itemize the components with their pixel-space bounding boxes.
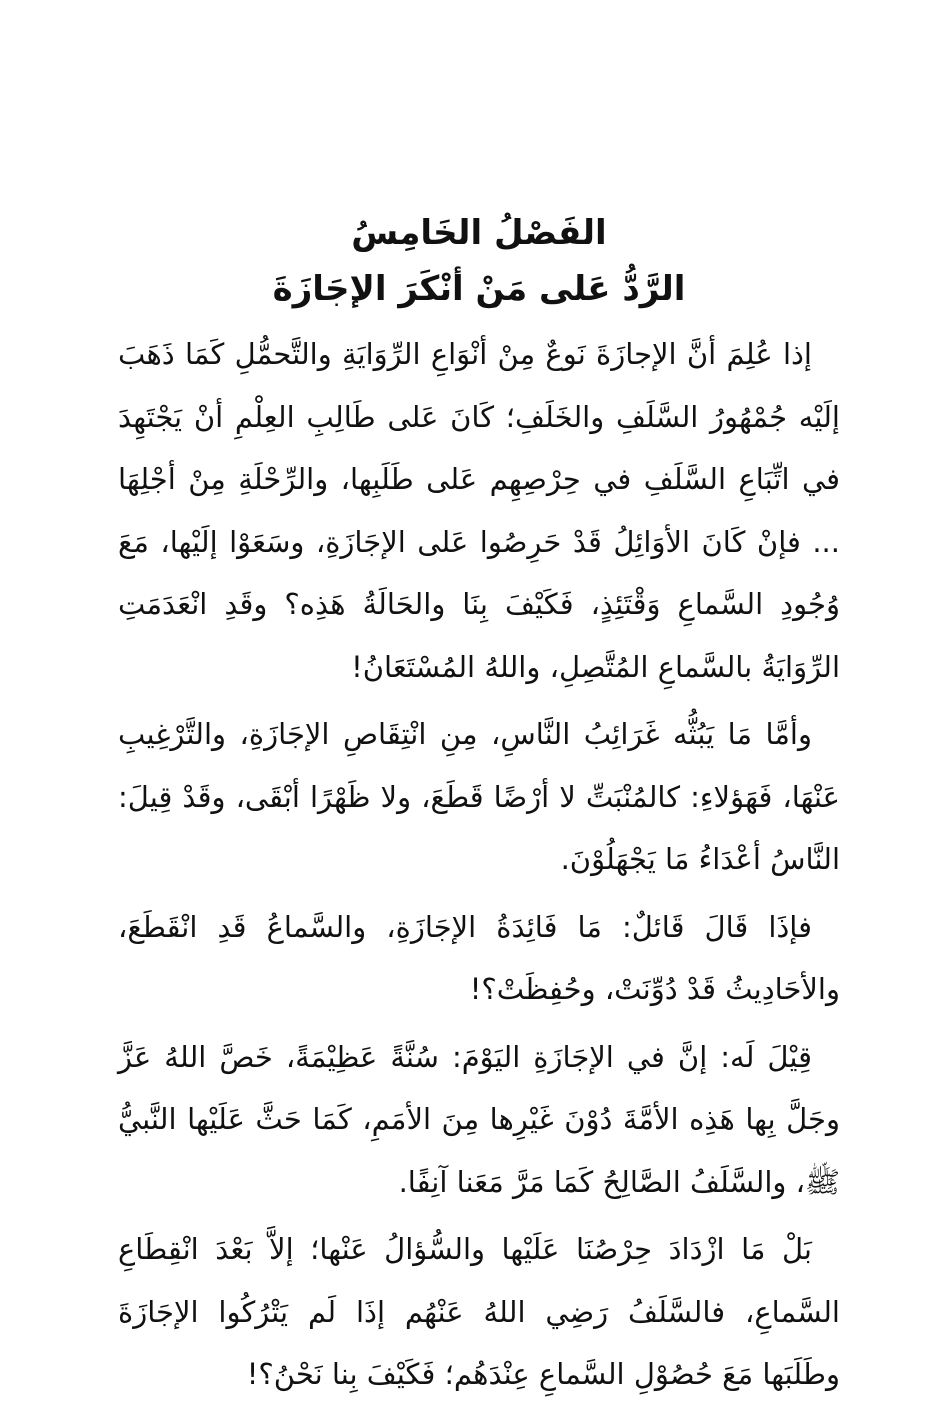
chapter-title: الرَّدُّ عَلى مَنْ أنْكَرَ الإجَازَةَ [272,269,686,309]
paragraph-2: وأمَّا مَا يَبُثُّه غَرَائِبُ النَّاسِ، مِنِ انْتِقَاصِ الإجَازَةِ، والتَّرْغِيبِ عَنْهَا، فَهَؤلاءِ: كالمُنْبَتِّ لا أرْضًا قَطَعَ، ولا ظَهْرًا أبْقَى، وقَدْ قِيلَ: النَّاسُ أعْدَاءُ مَا يَجْهَلُوْنَ. [118,717,840,876]
paragraph-5: بَلْ مَا ازْدَادَ حِرْصُنَا عَلَيْها والسُّؤالُ عَنْها؛ إلاَّ بَعْدَ انْقِطَاعِ السَّماعِ، فالسَّلَفُ رَضِي اللهُ عَنْهُم إذَا لَم يَتْرُكُوا الإجَازَةَ وطَلَبَها مَعَ حُصُوْلِ السَّماعِ عِنْدَهُم؛ فَكَيْفَ بِنا نَحْنُ؟! [118,1232,840,1391]
chapter-heading: الفَصْلُ الخَامِسُ [351,213,607,253]
paragraph-4: قِيْلَ لَه: إنَّ في الإجَازَةِ اليَوْمَ: سُنَّةً عَظِيْمَةً، خَصَّ اللهُ عَزَّ وجَلَّ بِها هَذِه الأمَّةَ دُوْنَ غَيْرِها مِنَ الأمَمِ، كَمَا حَثَّ عَلَيْها النَّبيُّ ﷺ، والسَّلَفُ الصَّالِحُ كَمَا مَرَّ مَعَنا آنِفًا. [118,1039,840,1199]
paragraph-1: إذا عُلِمَ أنَّ الإجازَةَ نَوعٌ مِنْ أنْوَاعِ الرِّوَايَةِ والتَّحمُّلِ كَمَا ذَهَبَ إلَيْه جُمْهُورُ السَّلَفِ والخَلَفِ؛ كَانَ عَلى طَالِبِ العِلْمِ أنْ يَجْتَهِدَ في اتِّبَاعِ السَّلَفِ في حِرْصِهِم عَلى طَلَبِها، والرِّحْلَةِ مِنْ أجْلِهَا ... فإنْ كَانَ الأوَائِلُ قَدْ حَرِصُوا عَلى الإجَازَةِ، وسَعَوْا إلَيْها، مَعَ وُجُودِ السَّماعِ وَقْتَئِذٍ، فَكَيْفَ بِنَا والحَالَةُ هَذِه؟ وقَدِ انْعَدَمَتِ الرِّوَايَةُ بالسَّماعِ المُتَّصِلِ، واللهُ المُسْتَعَانُ! [118,337,840,684]
page-content [118,205,840,1411]
paragraph-3: فإذَا قَالَ قَائلٌ: مَا فَائِدَةُ الإجَازَةِ، والسَّماعُ قَدِ انْقَطَعَ، والأحَادِيثُ قَدْ دُوِّنَتْ، وحُفِظَتْ؟! [118,909,840,1006]
